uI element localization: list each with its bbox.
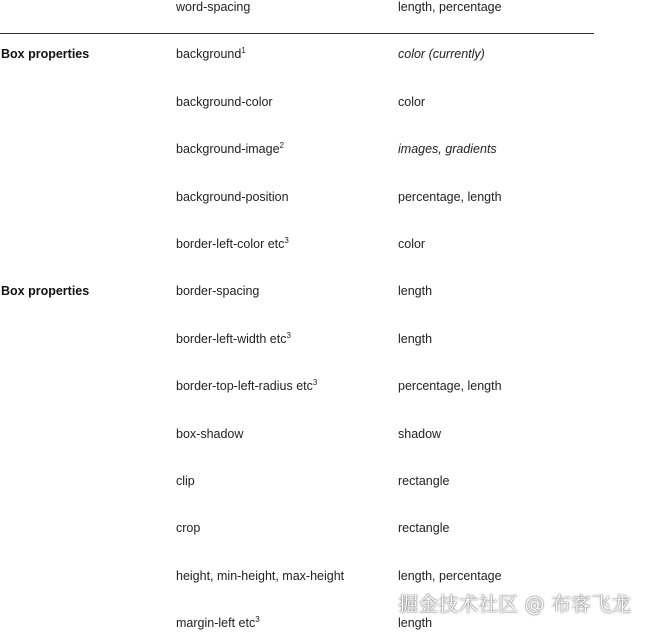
property-text: border-spacing: [176, 284, 260, 298]
table-row: [0, 427, 650, 447]
property-text: background-position: [176, 190, 289, 204]
table-row: [0, 190, 650, 210]
footnote-marker: 3: [312, 377, 318, 387]
property-name: [176, 379, 317, 393]
property-name: [176, 616, 260, 630]
table-row: [0, 47, 650, 67]
table-row: [0, 237, 650, 257]
property-text: border-top-left-radius etc: [176, 379, 313, 393]
property-text: box-shadow: [176, 427, 244, 441]
watermark: 掘金技术社区 @ 布客飞龙: [398, 592, 631, 616]
property-values: color: [398, 237, 426, 251]
table-row: [0, 521, 650, 541]
table-row: [0, 284, 650, 304]
property-name: [176, 284, 259, 298]
property-name: [176, 332, 291, 346]
property-name: [176, 427, 243, 441]
property-values: length: [398, 284, 433, 298]
property-name: [176, 521, 200, 535]
property-values: length, percentage: [398, 569, 502, 583]
property-text: margin-left etc: [176, 616, 256, 630]
category-label: Box properties: [1, 284, 90, 298]
property-name: [176, 0, 250, 14]
property-text: height, min-height, max-height: [176, 569, 345, 583]
property-values: percentage, length: [398, 379, 502, 393]
table-row: [0, 616, 650, 636]
property-values: shadow: [398, 427, 442, 441]
property-name: [176, 474, 195, 488]
property-name: [176, 142, 284, 156]
property-text: crop: [176, 521, 201, 535]
footnote-marker: 3: [286, 330, 291, 340]
table-row: [0, 142, 650, 162]
property-name: [176, 237, 289, 251]
property-name: [176, 569, 344, 583]
section-divider: [0, 33, 594, 34]
table-row: [0, 0, 650, 20]
property-name: [176, 95, 273, 109]
table-row: [0, 379, 650, 399]
footnote-marker: 3: [284, 235, 289, 245]
property-values: color: [398, 95, 426, 109]
property-text: clip: [176, 474, 195, 488]
table-row: [0, 474, 650, 494]
table-row: [0, 95, 650, 115]
property-name: [176, 47, 246, 61]
property-text: background: [176, 47, 242, 61]
property-text: word-spacing: [176, 0, 251, 14]
property-values: images, gradients: [398, 142, 497, 156]
table-row: [0, 569, 650, 589]
table-row: [0, 332, 650, 352]
property-values: rectangle: [398, 521, 450, 535]
property-values: percentage, length: [398, 190, 502, 204]
property-values: length, percentage: [398, 0, 502, 14]
footnote-marker: 1: [241, 45, 246, 55]
footnote-marker: 3: [255, 614, 260, 624]
property-name: [176, 190, 289, 204]
property-values: length: [398, 332, 433, 346]
property-text: border-left-width etc: [176, 332, 287, 346]
property-values: length: [398, 616, 433, 630]
footnote-marker: 2: [279, 140, 284, 150]
category-label: Box properties: [1, 47, 90, 61]
property-text: border-left-color etc: [176, 237, 285, 251]
property-values: color (currently): [398, 47, 485, 61]
property-text: background-image: [176, 142, 280, 156]
property-values: rectangle: [398, 474, 450, 488]
property-text: background-color: [176, 95, 273, 109]
